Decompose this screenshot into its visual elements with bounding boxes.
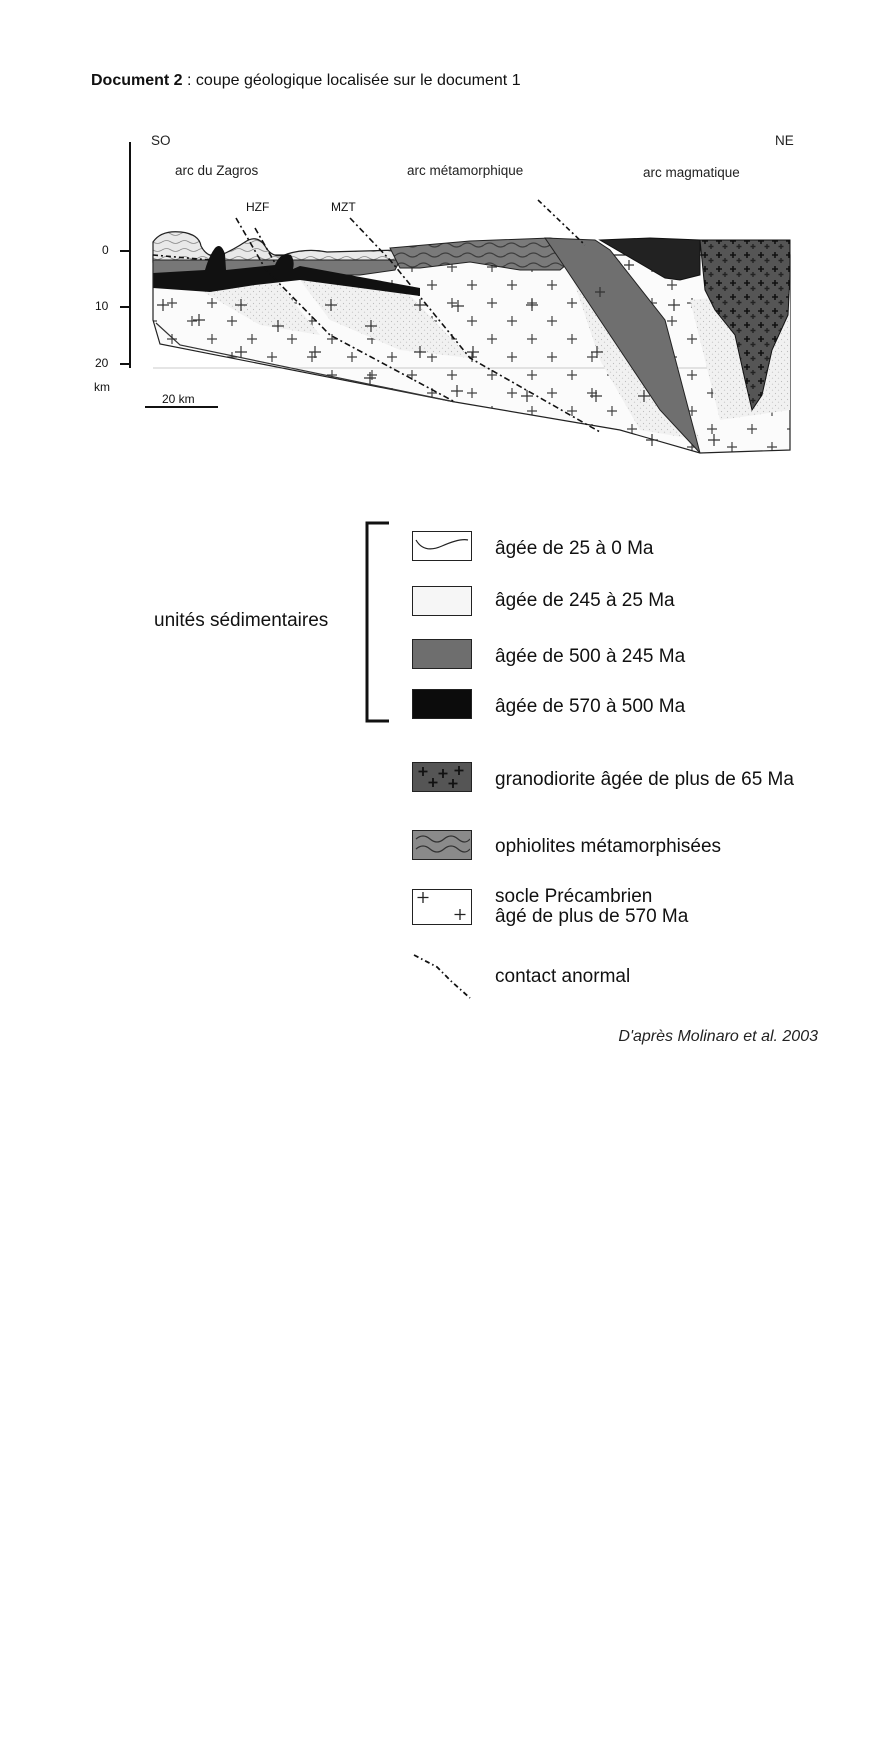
swatch-25-0-ma — [412, 531, 472, 561]
document-subtitle: coupe géologique localisée sur le document 1 — [195, 72, 521, 89]
label-so: SO — [151, 133, 171, 148]
label-ne: NE — [775, 133, 794, 148]
depth-unit: km — [94, 380, 110, 394]
depth-tick-10: 10 — [95, 299, 109, 313]
legend-label-25-0-ma: âgée de 25 à 0 Ma — [495, 538, 654, 559]
region-zagros: arc du Zagros — [175, 163, 259, 178]
sediments-25-0-ma — [153, 232, 400, 262]
swatch-500-245-ma — [412, 639, 472, 669]
source-credit: D'après Molinaro et al. 2003 — [618, 1028, 818, 1045]
legend-label-granodiorite: granodiorite âgée de plus de 65 Ma — [495, 769, 794, 790]
swatch-ophiolites — [412, 830, 472, 860]
legend-label-245-25-ma: âgée de 245 à 25 Ma — [495, 590, 675, 611]
document-label: Document 2 — [91, 72, 183, 89]
scale-bar-label: 20 km — [162, 392, 195, 406]
swatch-granodiorite — [412, 762, 472, 792]
region-magmatic-arc: arc magmatique — [643, 165, 740, 180]
legend-label-basement-2: âgé de plus de 570 Ma — [495, 906, 689, 927]
legend-label-570-500-ma: âgée de 570 à 500 Ma — [495, 696, 686, 717]
legend-label-anomalous-contact: contact anormal — [495, 966, 631, 987]
region-metamorphic-arc: arc métamorphique — [407, 163, 524, 178]
legend-label-500-245-ma: âgée de 500 à 245 Ma — [495, 646, 686, 667]
legend-label-basement-1: socle Précambrien — [495, 886, 653, 907]
legend-label-ophiolites: ophiolites métamorphisées — [495, 836, 722, 857]
document-title — [91, 72, 521, 90]
sedimentary-units-label: unités sédimentaires — [154, 610, 329, 631]
depth-tick-0: 0 — [102, 243, 109, 257]
depth-axis — [120, 142, 130, 368]
swatch-precambrian-basement — [412, 889, 472, 925]
fault-mzt: MZT — [331, 200, 356, 214]
document-separator: : — [182, 72, 196, 89]
swatch-245-25-ma — [412, 586, 472, 616]
fault-hzf: HZF — [246, 200, 270, 214]
legend-bracket — [360, 520, 390, 725]
swatch-570-500-ma — [412, 689, 472, 719]
depth-tick-20: 20 — [95, 356, 109, 370]
swatch-anomalous-contact — [412, 952, 477, 1002]
